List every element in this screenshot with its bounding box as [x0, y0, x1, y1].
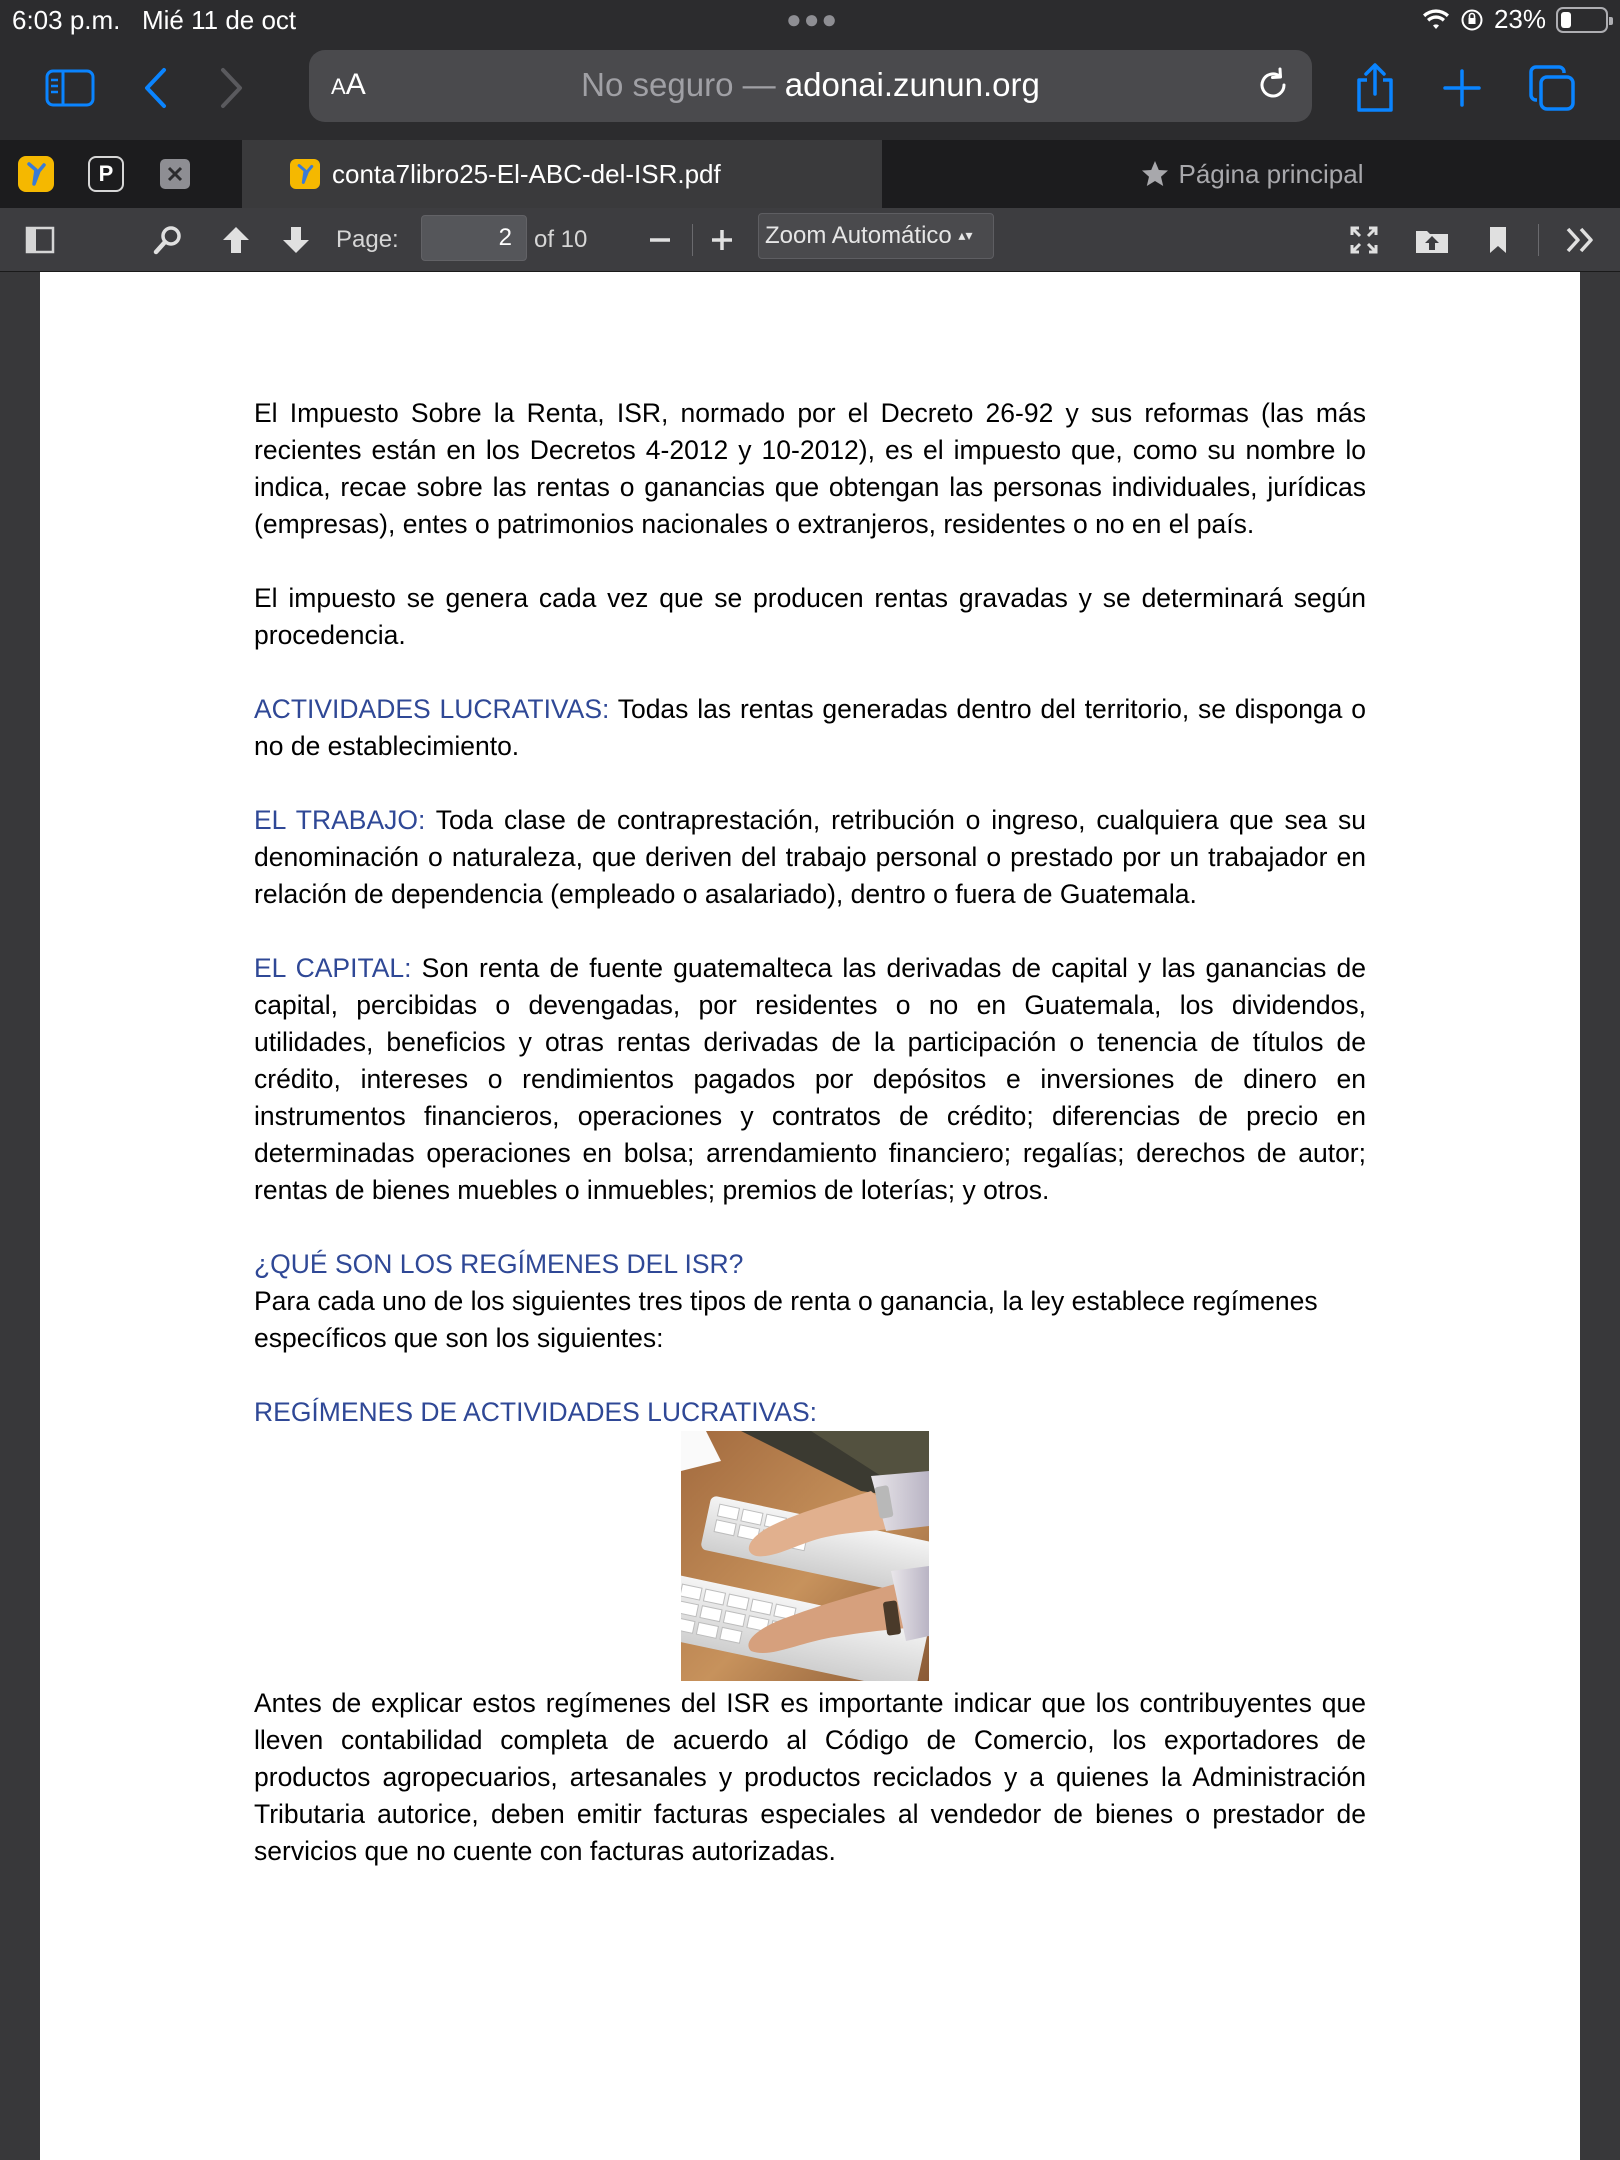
address-bar[interactable]: [309, 50, 1312, 122]
text-capital: Son renta de fuente guatemalteca las derivadas de capital y las ganancias de capital, percibidas o devengadas, por residentes o no en Guatemala, los dividendos, utilidades, beneficios y otras rentas derivadas de la participación o tenencia de títulos de crédito, intereses o rendimientos pagados por depósitos e inversiones de dinero en instrumentos financieros, operaciones y contratos de crédito; diferencias de precio en determinadas operaciones en bolsa; arrendamiento financiero; regalías; derechos de autor; rentas de bienes muebles o inmuebles; premios de loterías; y otros.: [254, 953, 1367, 1205]
battery-icon: [1556, 7, 1608, 33]
browser-toolbar: [0, 40, 1620, 140]
tabs-icon: [1528, 64, 1576, 112]
close-icon: [166, 165, 184, 183]
select-arrows-icon: ▴▾: [958, 227, 973, 243]
tab-active-pdf[interactable]: [242, 140, 882, 208]
status-bar: [0, 0, 1620, 40]
plus-icon: [1442, 68, 1482, 108]
paragraph-capital: [254, 950, 1366, 1209]
text-trabajo: Toda clase de contraprestación, retribución o ingreso, cualquiera que sea su denominación o naturaleza, que deriven del trabajo personal o prestado por un trabajador en relación de dependencia (empleado o asalariado), dentro o fuera de Guatemala.: [254, 805, 1366, 909]
pdf-tab-favicon-icon: [290, 159, 320, 189]
page-content: [254, 395, 1366, 1907]
not-secure-label: No seguro —: [581, 66, 776, 103]
url-domain: adonai.zunun.org: [784, 66, 1040, 103]
tab-home-title: Página principal: [1178, 158, 1364, 189]
next-page-icon[interactable]: [276, 220, 316, 260]
pinned-tab-bookmark[interactable]: [18, 156, 54, 192]
open-file-icon[interactable]: [1410, 220, 1454, 260]
paragraph-actividades: [254, 691, 1366, 765]
paragraph-generation: El impuesto se genera cada vez que se producen rentas gravadas y se determinará según procedencia.: [254, 583, 1366, 650]
back-button[interactable]: [125, 58, 185, 118]
close-tab-button[interactable]: [160, 159, 190, 189]
chevron-right-icon: [217, 66, 247, 110]
status-indicators: [1422, 4, 1608, 35]
pinned-tab-p-label: P: [98, 161, 114, 186]
page-number-input[interactable]: 2: [421, 215, 527, 261]
presentation-mode-icon[interactable]: [1344, 220, 1384, 260]
pdf-viewer[interactable]: [0, 272, 1620, 2160]
orientation-lock-icon: [1460, 8, 1484, 32]
bookmark-icon[interactable]: [1480, 220, 1516, 260]
pinned-tab-p[interactable]: [88, 156, 124, 192]
tab-bar: [0, 140, 1620, 208]
typing-hands-image: [681, 1431, 929, 1681]
zoom-out-icon[interactable]: [644, 220, 676, 260]
status-time: 6:03 p.m.: [12, 5, 121, 35]
heading-lucrativas: REGÍMENES DE ACTIVIDADES LUCRATIVAS:: [254, 1397, 817, 1427]
paragraph-facturas: Antes de explicar estos regímenes del ISR es importante indicar que los contribuyentes que lleven contabilidad completa de acuerdo al Código de Comercio, los exportadores de productos agropecuarios, artesanales y productos reciclados y a quienes la Administración Tributaria autorice, deben emitir facturas especiales al vendedor de bienes o prestador de servicios que no cuente con facturas autorizadas.: [254, 1688, 1366, 1866]
status-date: Mié 11 de oct: [142, 5, 297, 35]
pdf-sidebar-toggle-icon[interactable]: [20, 220, 60, 260]
page-label: Page:: [336, 226, 399, 253]
share-icon: [1353, 62, 1397, 114]
heading-capital: EL CAPITAL:: [254, 953, 412, 983]
toolbar-separator: [1538, 224, 1539, 256]
url-text[interactable]: [309, 66, 1312, 104]
tab-overview-button[interactable]: [1522, 58, 1582, 118]
text-actividades: Todas las rentas generadas dentro del territorio, se disponga o no de establecimiento.: [254, 694, 1366, 761]
paragraph-intro: El Impuesto Sobre la Renta, ISR, normado por el Decreto 26-92 y sus reformas (las más recientes están en los Decretos 4-2012 y 10-2012), es el impuesto que, como su nombre lo indica, recae sobre las rentas o ganancias que obtengan las personas individuales, jurídicas (empresas), entes o patrimonios nacionales o extranjeros, residentes o no en el país.: [254, 398, 1366, 539]
tab-title: conta7libro25-El-ABC-del-ISR.pdf: [332, 158, 721, 189]
reader-settings-button[interactable]: AA: [331, 68, 366, 101]
paragraph-trabajo: [254, 802, 1366, 913]
zoom-in-icon[interactable]: [706, 220, 738, 260]
heading-regimenes: ¿QUÉ SON LOS REGÍMENES DEL ISR?: [254, 1249, 744, 1279]
bookmark-favicon-icon: [23, 161, 49, 187]
tools-menu-icon[interactable]: [1560, 220, 1600, 260]
tab-home[interactable]: [884, 140, 1620, 208]
sidebar-toggle-icon[interactable]: [40, 58, 100, 118]
page-count-label: of 10: [534, 226, 588, 253]
reload-icon[interactable]: [1252, 64, 1294, 106]
wifi-icon: [1422, 9, 1450, 31]
find-icon[interactable]: [148, 220, 188, 260]
heading-trabajo: EL TRABAJO:: [254, 805, 426, 835]
toolbar-separator: [692, 224, 693, 256]
previous-page-icon[interactable]: [216, 220, 256, 260]
paragraph-regimenes: Para cada uno de los siguientes tres tipos de renta o ganancia, la ley establece regímenes específicos que son los siguientes:: [254, 1286, 1318, 1353]
forward-button[interactable]: [202, 58, 262, 118]
heading-actividades: ACTIVIDADES LUCRATIVAS:: [254, 694, 610, 724]
star-icon: [1140, 159, 1170, 189]
pdf-page: [40, 272, 1580, 2160]
chevron-left-icon: [140, 66, 170, 110]
zoom-select[interactable]: [758, 213, 994, 259]
zoom-select-value: Zoom Automático: [765, 222, 952, 249]
new-tab-button[interactable]: [1432, 58, 1492, 118]
battery-percent: 23%: [1493, 4, 1546, 34]
share-button[interactable]: [1345, 58, 1405, 118]
pdf-toolbar: [0, 208, 1620, 272]
multitasking-dots-icon[interactable]: ●●●: [786, 4, 840, 34]
